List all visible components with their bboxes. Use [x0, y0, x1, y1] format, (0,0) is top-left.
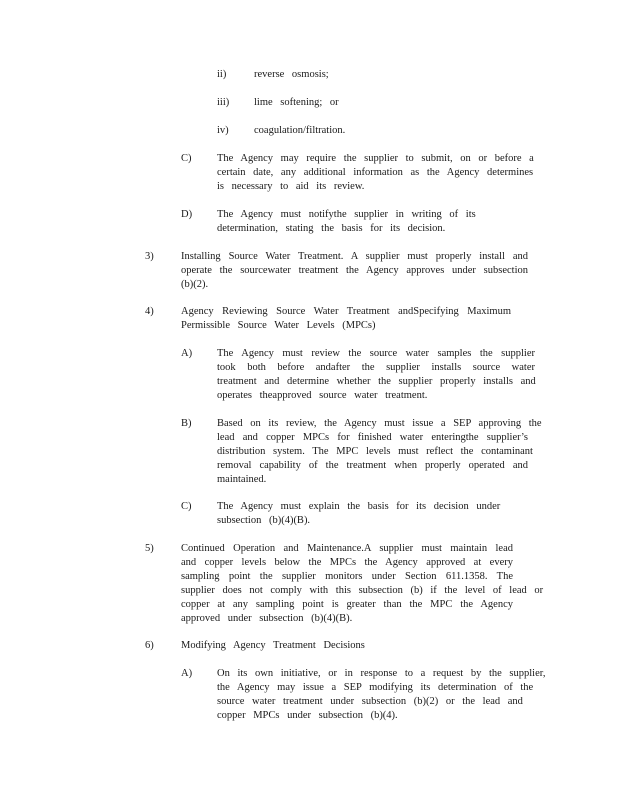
item-text: [254, 68, 374, 82]
item-marker: iii): [217, 97, 230, 108]
text-line: and copper levels below the MPCs the Agency approved at every: [181, 557, 513, 568]
text-line: copper at any sampling point is greater than the MPC the Agency: [181, 599, 513, 610]
item-marker: D): [181, 209, 193, 220]
text-line: lead and copper MPCs for finished water enteringthe supplier’s: [217, 432, 528, 443]
text-line: distribution system. The MPC levels must reflect the contaminant: [217, 446, 533, 457]
item-text: [217, 500, 501, 528]
text-line: removal capability of the treatment when properly operated and: [217, 460, 528, 471]
text-line: On its own initiative, or in response to a request by the supplier,: [217, 668, 546, 679]
text-line: subsection (b)(4)(B).: [217, 515, 311, 526]
item-text: [181, 639, 381, 653]
item-text: [181, 542, 544, 626]
text-line: Continued Operation and Maintenance.A supplier must maintain lead: [181, 543, 513, 554]
text-line: (b)(2).: [181, 279, 209, 290]
text-line: Based on its review, the Agency must issue a SEP approving the: [217, 418, 542, 429]
text-line: Modifying Agency Treatment Decisions: [181, 640, 365, 651]
text-line: The Agency must notifythe supplier in writing of its: [217, 209, 476, 220]
text-line: supplier does not comply with this subsection (b) if the level of lead or: [181, 585, 544, 596]
item-marker: B): [181, 418, 192, 429]
item-text: [217, 208, 476, 236]
item-marker: C): [181, 153, 192, 164]
item-marker: 5): [145, 543, 154, 554]
item-marker: ii): [217, 69, 227, 80]
item-text: [181, 305, 511, 333]
text-line: Permissible Source Water Levels (MPCs): [181, 320, 376, 331]
item-text: [217, 347, 535, 403]
item-marker: 6): [145, 640, 154, 651]
text-line: lime softening; or: [254, 97, 339, 108]
item-marker: A): [181, 668, 193, 679]
text-line: determination, stating the basis for its decision.: [217, 223, 446, 234]
text-line: copper MPCs under subsection (b)(4).: [217, 710, 398, 721]
text-line: Installing Source Water Treatment. A supplier must properly install and: [181, 251, 528, 262]
text-line: The Agency may require the supplier to submit, on or before a: [217, 153, 534, 164]
text-line: maintained.: [217, 474, 267, 485]
text-line: coagulation/filtration.: [254, 125, 346, 136]
text-line: sampling point the supplier monitors under Section 611.1358. The: [181, 571, 513, 582]
item-text: [217, 417, 542, 487]
item-text: [254, 96, 374, 110]
item-text: [217, 667, 546, 723]
item-marker: C): [181, 501, 192, 512]
text-line: The Agency must explain the basis for its decision under: [217, 501, 501, 512]
text-line: operate the sourcewater treatment the Agency approves under subsection: [181, 265, 528, 276]
text-line: approved under subsection (b)(4)(B).: [181, 613, 353, 624]
item-marker: 4): [145, 306, 154, 317]
item-marker: A): [181, 348, 193, 359]
item-text: [181, 250, 528, 292]
text-line: operates theapproved source water treatment.: [217, 390, 428, 401]
text-line: source water treatment under subsection (b)(2) or the lead and: [217, 696, 523, 707]
item-text: [217, 152, 534, 194]
text-line: certain date, any additional information as the Agency determines: [217, 167, 534, 178]
text-line: Agency Reviewing Source Water Treatment andSpecifying Maximum: [181, 306, 511, 317]
text-line: The Agency must review the source water samples the supplier: [217, 348, 535, 359]
text-line: is necessary to aid its review.: [217, 181, 365, 192]
text-line: treatment and determine whether the supplier properly installs and: [217, 376, 536, 387]
item-marker: 3): [145, 251, 154, 262]
text-line: took both before andafter the supplier installs source water: [217, 362, 535, 373]
text-line: the Agency may issue a SEP modifying its determination of the: [217, 682, 534, 693]
item-marker: iv): [217, 125, 229, 136]
item-text: [254, 124, 374, 138]
text-line: reverse osmosis;: [254, 69, 329, 80]
